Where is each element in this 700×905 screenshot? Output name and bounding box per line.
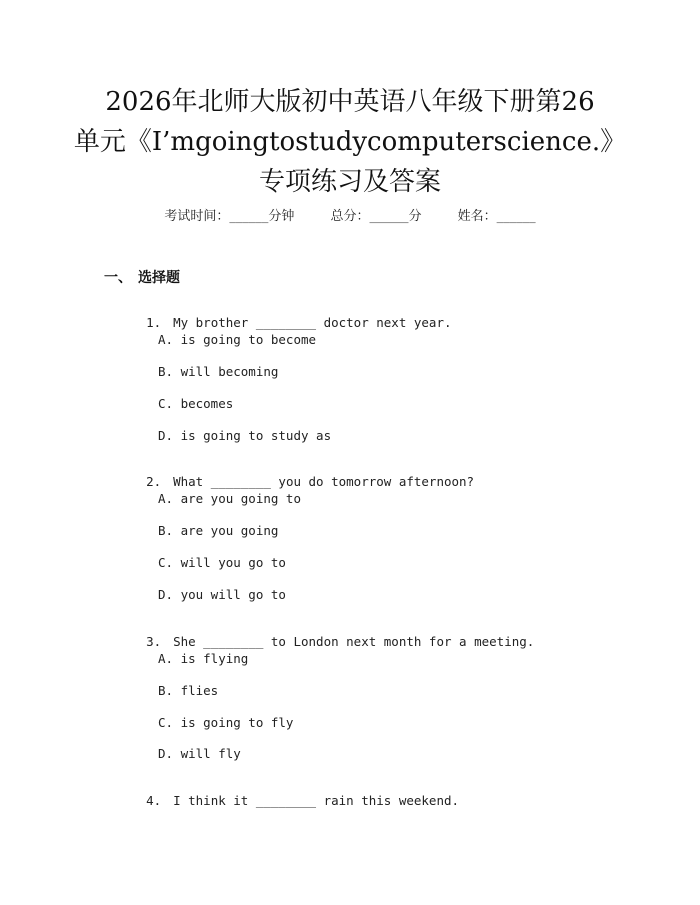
answer-option: A. is going to become	[158, 332, 317, 347]
exam-score: 总分：______分	[330, 209, 422, 224]
question-number: 1.	[146, 315, 162, 330]
document-title	[60, 82, 640, 202]
answer-option: C. is going to fly	[158, 715, 294, 730]
section-number: 一、	[104, 270, 132, 286]
student-name: 姓名：______	[457, 209, 536, 224]
answer-option: C. becomes	[158, 396, 234, 411]
answer-option: A. is flying	[158, 651, 249, 666]
question-text: What ________ you do tomorrow afternoon?	[173, 474, 475, 489]
exam-meta	[0, 205, 700, 224]
answer-option: D. is going to study as	[158, 428, 332, 443]
answer-option: B. are you going	[158, 523, 279, 538]
answer-option: B. flies	[158, 683, 219, 698]
title-line-3: 专项练习及答案	[258, 167, 441, 197]
title-line-1: 2026年北师大版初中英语八年级下册第26	[105, 87, 595, 117]
answer-option: B. will becoming	[158, 364, 279, 379]
question-number: 3.	[146, 634, 162, 649]
title-line-2: 单元《I’mgoingtostudycomputerscience.》	[73, 127, 627, 157]
question-number: 2.	[146, 474, 162, 489]
question	[131, 459, 474, 489]
section-label: 选择题	[138, 270, 180, 286]
question	[131, 300, 452, 330]
answer-option: C. will you go to	[158, 555, 286, 570]
question	[131, 778, 459, 808]
section-heading	[104, 267, 180, 287]
answer-option: A. are you going to	[158, 491, 301, 506]
question-text: My brother ________ doctor next year.	[173, 315, 452, 330]
answer-option: D. will fly	[158, 746, 241, 761]
question	[131, 619, 534, 649]
exam-time: 考试时间：______分钟	[164, 209, 295, 224]
question-number: 4.	[146, 793, 162, 808]
question-text: I think it ________ rain this weekend.	[173, 793, 460, 808]
answer-option: D. you will go to	[158, 587, 286, 602]
question-text: She ________ to London next month for a meeting.	[173, 634, 535, 649]
